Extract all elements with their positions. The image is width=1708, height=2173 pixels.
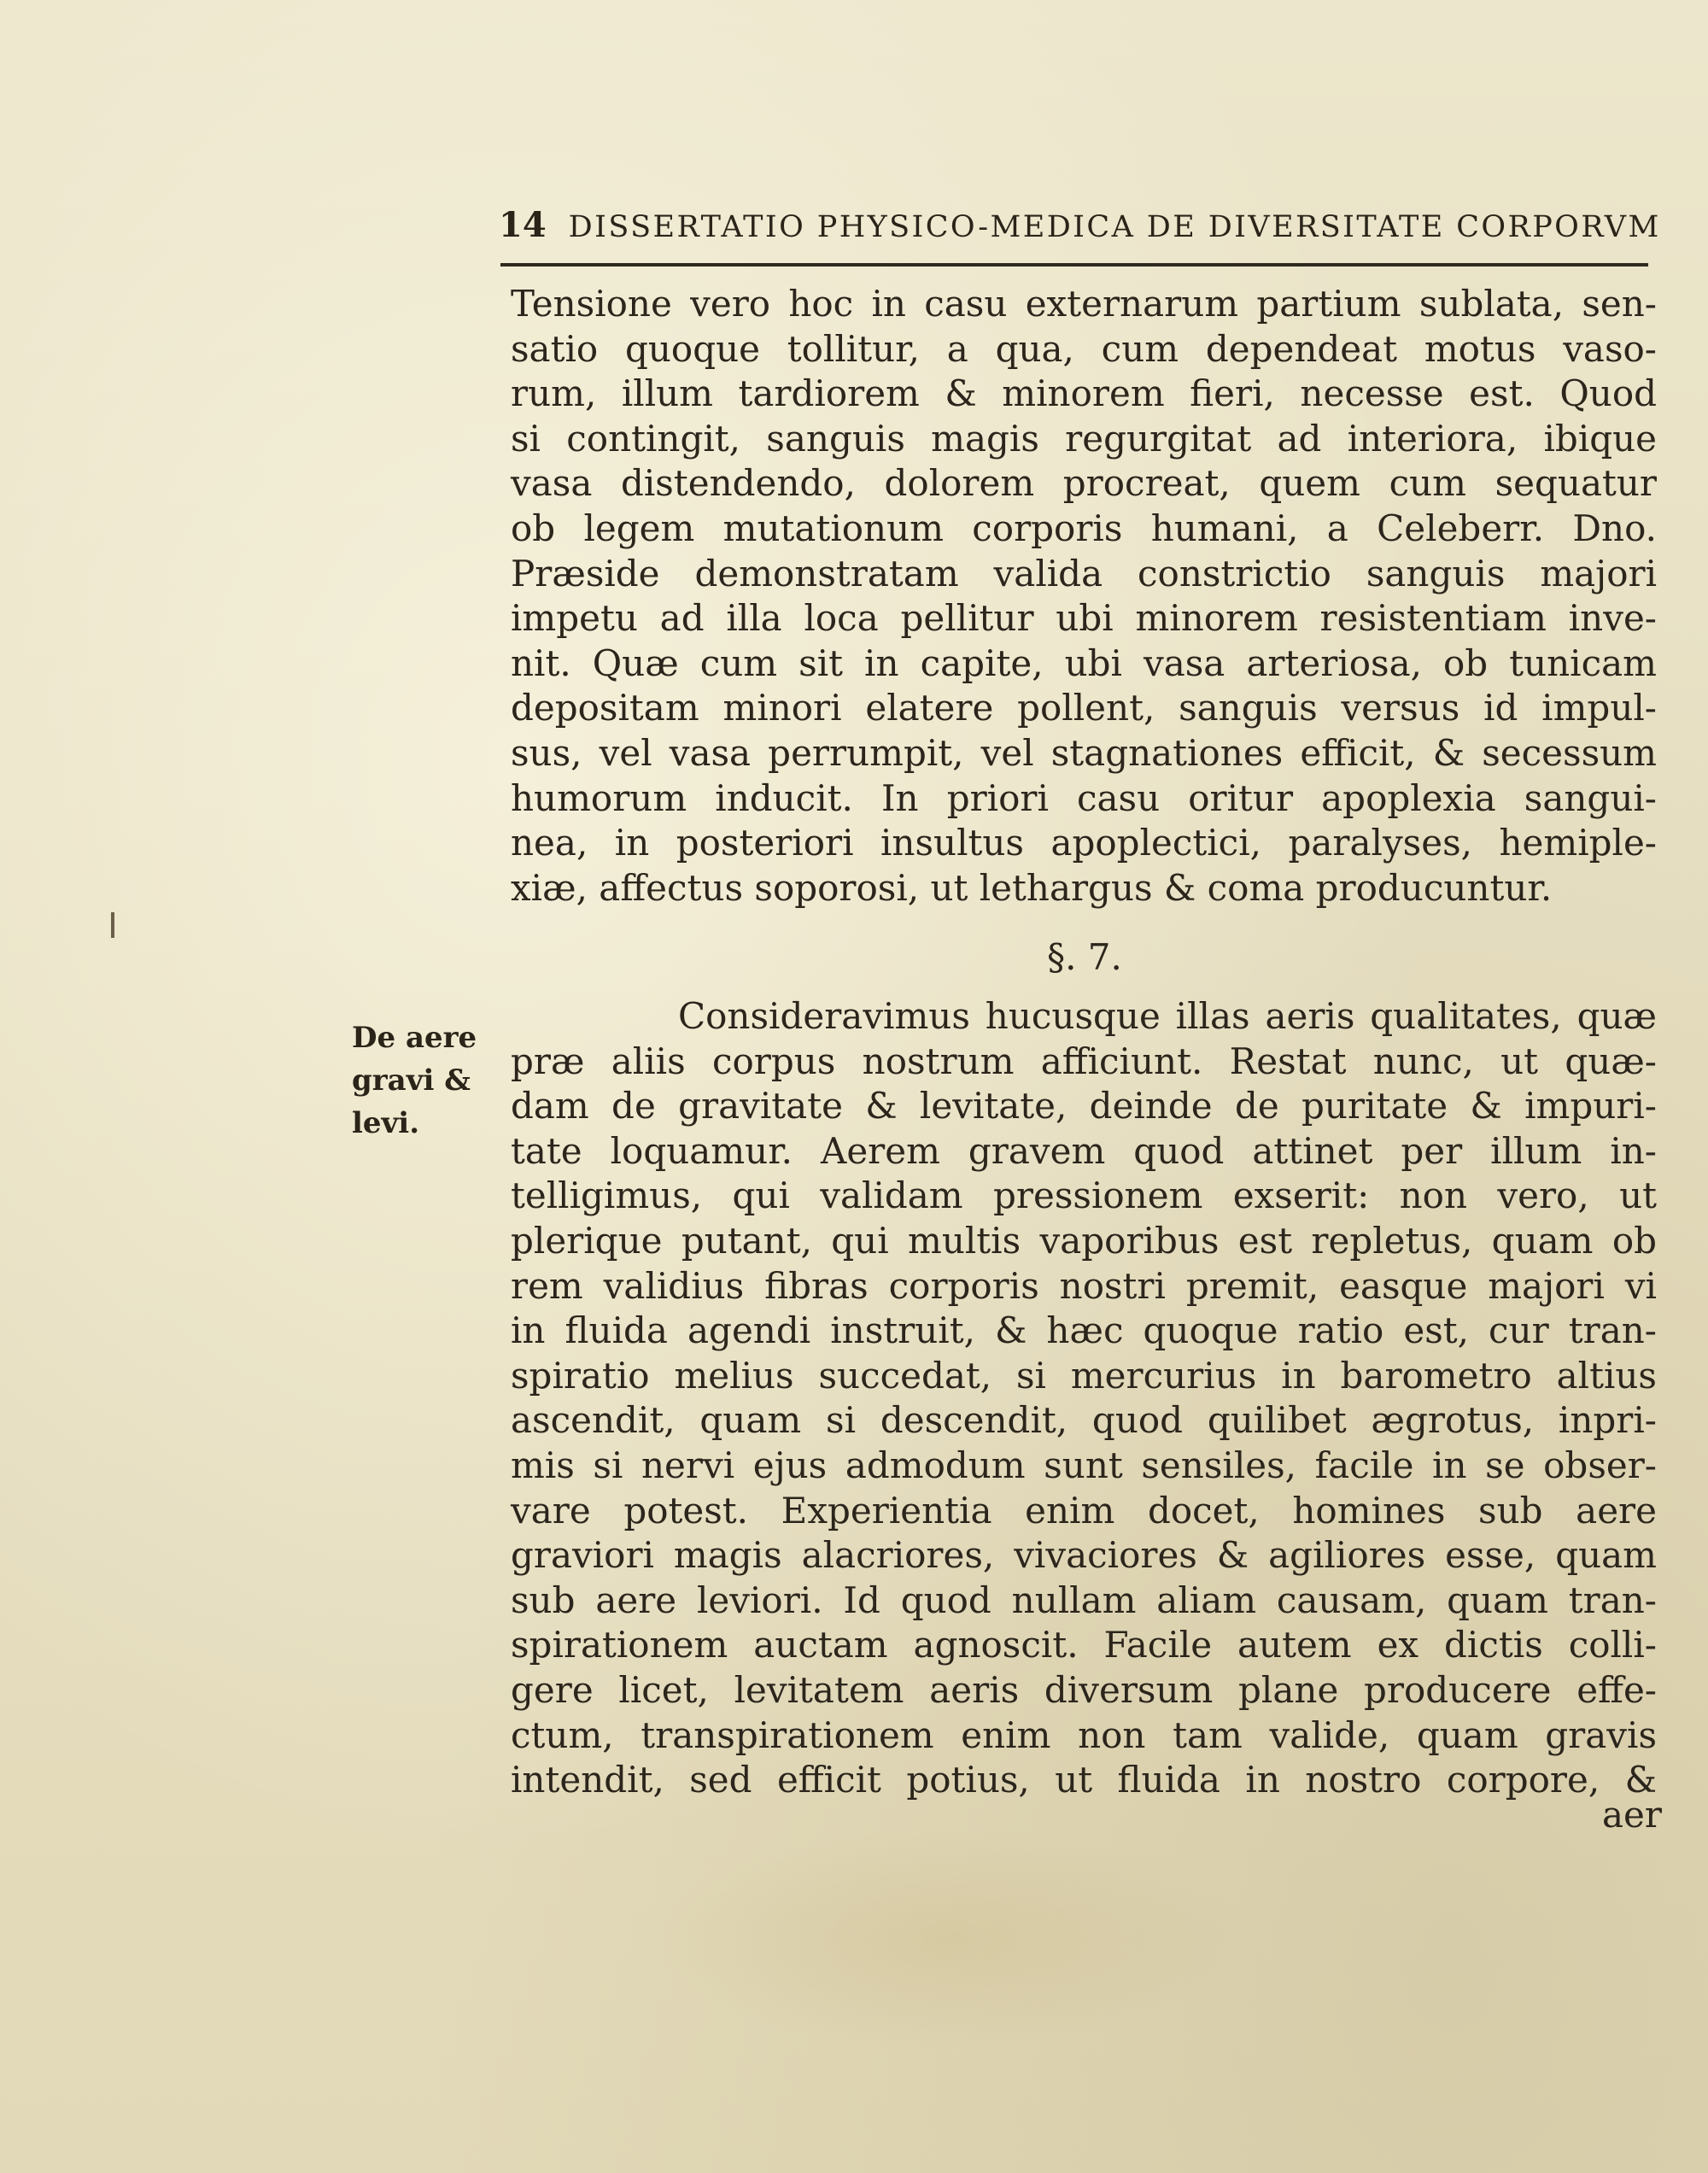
text-line: plerique putant, qui multis vaporibus est repletus, quam ob [511,1219,1657,1262]
margin-note-line: levi. [352,1106,420,1140]
header-rule [500,263,1648,266]
page-number: 14 [499,205,547,245]
section-heading: §. 7. [1047,936,1122,978]
margin-mark [111,912,114,938]
text-line: dam de gravitate & levitate, deinde de puritate & impuri- [511,1085,1657,1128]
text-line: Præside demonstratam valida constrictio sanguis majori [511,552,1657,594]
margin-note-line: De aere [352,1021,477,1055]
text-line: ob legem mutationum corporis humani, a Celeberr. Dno. [511,507,1657,549]
text-line: intendit, sed efficit potius, ut fluida in nostro corpore, & [511,1759,1657,1801]
margin-note-line: gravi & [352,1063,471,1098]
text-line: xiæ, affectus soporosi, ut lethargus & coma producuntur. [511,866,1553,909]
margin-note [352,1016,506,1145]
text-line: sub aere leviori. Id quod nullam aliam causam, quam tran- [511,1578,1657,1621]
paragraph-1 [511,282,1657,911]
text-line: graviori magis alacriores, vivaciores & agiliores esse, quam [511,1534,1657,1577]
text-line: spiratio melius succedat, si mercurius in barometro altius [511,1354,1657,1397]
text-line: Tensione vero hoc in casu externarum partium sublata, sen- [511,283,1657,325]
paragraph-2 [511,994,1657,1803]
text-line: tate loquamur. Aerem gravem quod attinet per illum in- [511,1129,1657,1172]
text-line: nit. Quæ cum sit in capite, ubi vasa arteriosa, ob tunicam [511,641,1657,684]
text-line: rum, illum tardiorem & minorem fieri, necesse est. Quod [511,372,1657,415]
catchword: aer [1602,1794,1662,1836]
running-header [499,205,1661,245]
text-line: in fluida agendi instruit, & hæc quoque ratio est, cur tran- [511,1309,1657,1352]
text-line: si contingit, sanguis magis regurgitat ad interiora, ibique [511,417,1657,460]
text-line: gere licet, levitatem aeris diversum plane producere effe- [511,1668,1657,1711]
text-line: præ aliis corpus nostrum afficiunt. Restat nunc, ut quæ- [511,1040,1657,1082]
text-line: sus, vel vasa perrumpit, vel stagnationes efficit, & secessum [511,731,1657,774]
text-line: vasa distendendo, dolorem procreat, quem cum sequatur [511,462,1657,505]
text-line: rem validius fibras corporis nostri premit, easque majori vi [511,1264,1657,1307]
text-line: impetu ad illa loca pellitur ubi minorem resistentiam inve- [511,597,1657,640]
text-line: spirationem auctam agnoscit. Facile autem ex dictis colli- [511,1624,1657,1666]
text-line: nea, in posteriori insultus apoplectici, paralyses, hemiple- [511,822,1657,864]
text-line: satio quoque tollitur, a qua, cum dependeat motus vaso- [511,327,1657,370]
text-line: mis si nervi ejus admodum sunt sensiles, facile in se obser- [511,1444,1657,1486]
text-line: humorum inducit. In priori casu oritur apoplexia sangui- [511,776,1657,819]
text-line: ascendit, quam si descendit, quod quilibet ægrotus, inpri- [511,1399,1657,1442]
text-line: vare potest. Experientia enim docet, homines sub aere [511,1489,1657,1532]
running-title: DISSERTATIO PHYSICO-MEDICA DE DIVERSITATE CORPORVM [568,210,1661,244]
text-line: ctum, transpirationem enim non tam valide, quam gravis [511,1713,1657,1756]
text-line: telligimus, qui validam pressionem exserit: non vero, ut [511,1174,1657,1217]
text-line: Consideravimus hucusque illas aeris qualitates, quæ [678,995,1657,1037]
paper-stain [649,1828,1247,2050]
text-line: depositam minori elatere pollent, sanguis versus id impul- [511,687,1657,729]
